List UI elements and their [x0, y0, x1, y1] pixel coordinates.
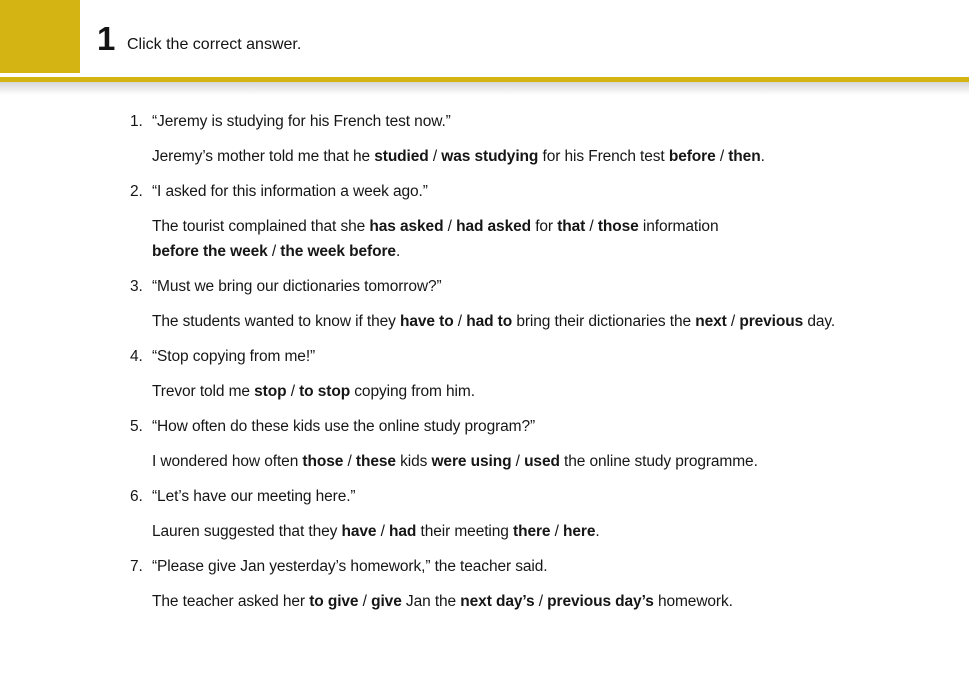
item-body [152, 344, 942, 414]
answer-option[interactable]: were using [431, 453, 512, 470]
answer-text: / [726, 313, 740, 330]
answer-option[interactable]: next [695, 313, 727, 330]
item-number: 4. [130, 348, 143, 365]
answer-option[interactable]: to give [309, 593, 359, 610]
answer-option[interactable]: have [341, 523, 377, 540]
divider-shadow [0, 82, 969, 95]
answer-text: . [595, 523, 600, 540]
answer-option[interactable]: had asked [456, 218, 531, 235]
item-body [152, 179, 942, 274]
item-body [152, 109, 942, 179]
answer-text: for his French test [538, 148, 669, 165]
answer-option[interactable]: those [302, 453, 344, 470]
item-body [152, 484, 942, 554]
item-number: 1. [130, 113, 143, 130]
answer-text: / [550, 523, 564, 540]
answer-text: / [358, 593, 372, 610]
answer-text: / [286, 383, 300, 400]
quoted-sentence: “Jeremy is studying for his French test now.” [152, 113, 451, 130]
item-number: 5. [130, 418, 143, 435]
quoted-sentence: “Must we bring our dictionaries tomorrow?” [152, 278, 442, 295]
answer-text: / [715, 148, 729, 165]
answer-text: / [511, 453, 525, 470]
answer-text: . [395, 243, 401, 260]
answer-option[interactable]: give [371, 593, 402, 610]
answer-text: / [534, 593, 548, 610]
answer-option[interactable]: was studying [441, 148, 539, 165]
exercise-item [130, 179, 942, 274]
item-body [152, 274, 942, 344]
answer-text: Lauren suggested that they [152, 523, 342, 540]
answer-option[interactable]: had [389, 523, 417, 540]
answer-text: for [531, 218, 558, 235]
answer-option[interactable]: before the week [152, 243, 268, 260]
answer-text: Jan the [401, 593, 461, 610]
answer-sentence [152, 449, 942, 474]
item-number: 3. [130, 278, 143, 295]
answer-sentence [152, 214, 942, 264]
answer-text: / [443, 218, 457, 235]
answer-text: bring their dictionaries the [512, 313, 696, 330]
answer-text: / [585, 218, 598, 235]
answer-option[interactable]: there [513, 523, 551, 540]
quoted-sentence: “I asked for this information a week ago.” [152, 183, 428, 200]
answer-option[interactable]: next day’s [460, 593, 535, 610]
answer-option[interactable]: has asked [369, 218, 444, 235]
exercise-item [130, 414, 942, 484]
answer-sentence [152, 309, 942, 334]
exercise-item [130, 344, 942, 414]
exercise-list [130, 109, 942, 624]
answer-text: / [343, 453, 356, 470]
quoted-sentence: “How often do these kids use the online study program?” [152, 418, 536, 435]
item-body [152, 554, 942, 624]
quoted-sentence: “Please give Jan yesterday’s homework,” the teacher said. [152, 558, 548, 575]
answer-sentence [152, 144, 942, 169]
answer-sentence [152, 519, 942, 544]
answer-text: their meeting [416, 523, 514, 540]
exercise-item [130, 554, 942, 624]
answer-text: / [267, 243, 281, 260]
item-number: 6. [130, 488, 143, 505]
answer-text: copying from him. [350, 383, 475, 400]
answer-sentence [152, 589, 942, 614]
answer-text: The tourist complained that she [152, 218, 370, 235]
answer-text: information [638, 218, 719, 235]
answer-option[interactable]: that [557, 218, 586, 235]
answer-text: I wondered how often [152, 453, 303, 470]
answer-option[interactable]: studied [374, 148, 429, 165]
answer-text: kids [395, 453, 432, 470]
answer-option[interactable]: those [597, 218, 639, 235]
exercise-item [130, 109, 942, 179]
answer-option[interactable]: previous day’s [547, 593, 654, 610]
answer-option[interactable]: before [668, 148, 716, 165]
item-body [152, 414, 942, 484]
answer-option[interactable]: then [728, 148, 761, 165]
answer-text: / [453, 313, 467, 330]
answer-option[interactable]: these [355, 453, 396, 470]
quoted-sentence: “Let’s have our meeting here.” [152, 488, 356, 505]
exercise-item [130, 484, 942, 554]
exercise-item [130, 274, 942, 344]
quoted-sentence: “Stop copying from me!” [152, 348, 316, 365]
answer-option[interactable]: previous [739, 313, 804, 330]
exercise-instruction: Click the correct answer. [127, 36, 302, 53]
answer-text: Trevor told me [152, 383, 255, 400]
answer-text: day. [803, 313, 836, 330]
answer-sentence [152, 379, 942, 404]
exercise-number: 1 [97, 20, 116, 57]
answer-option[interactable]: had to [466, 313, 513, 330]
answer-text: / [428, 148, 442, 165]
answer-option[interactable]: to stop [299, 383, 351, 400]
answer-option[interactable]: stop [254, 383, 287, 400]
item-number: 7. [130, 558, 143, 575]
answer-text: Jeremy’s mother told me that he [152, 148, 375, 165]
answer-option[interactable]: used [524, 453, 560, 470]
corner-accent-square [0, 0, 80, 73]
answer-text: homework. [653, 593, 733, 610]
answer-option[interactable]: here [563, 523, 596, 540]
answer-text: . [760, 148, 765, 165]
answer-option[interactable]: the week before [280, 243, 396, 260]
item-number: 2. [130, 183, 143, 200]
answer-text: the online study programme. [559, 453, 758, 470]
answer-option[interactable]: have to [400, 313, 454, 330]
answer-text: The students wanted to know if they [152, 313, 400, 330]
answer-text: The teacher asked her [152, 593, 310, 610]
answer-text: / [376, 523, 390, 540]
